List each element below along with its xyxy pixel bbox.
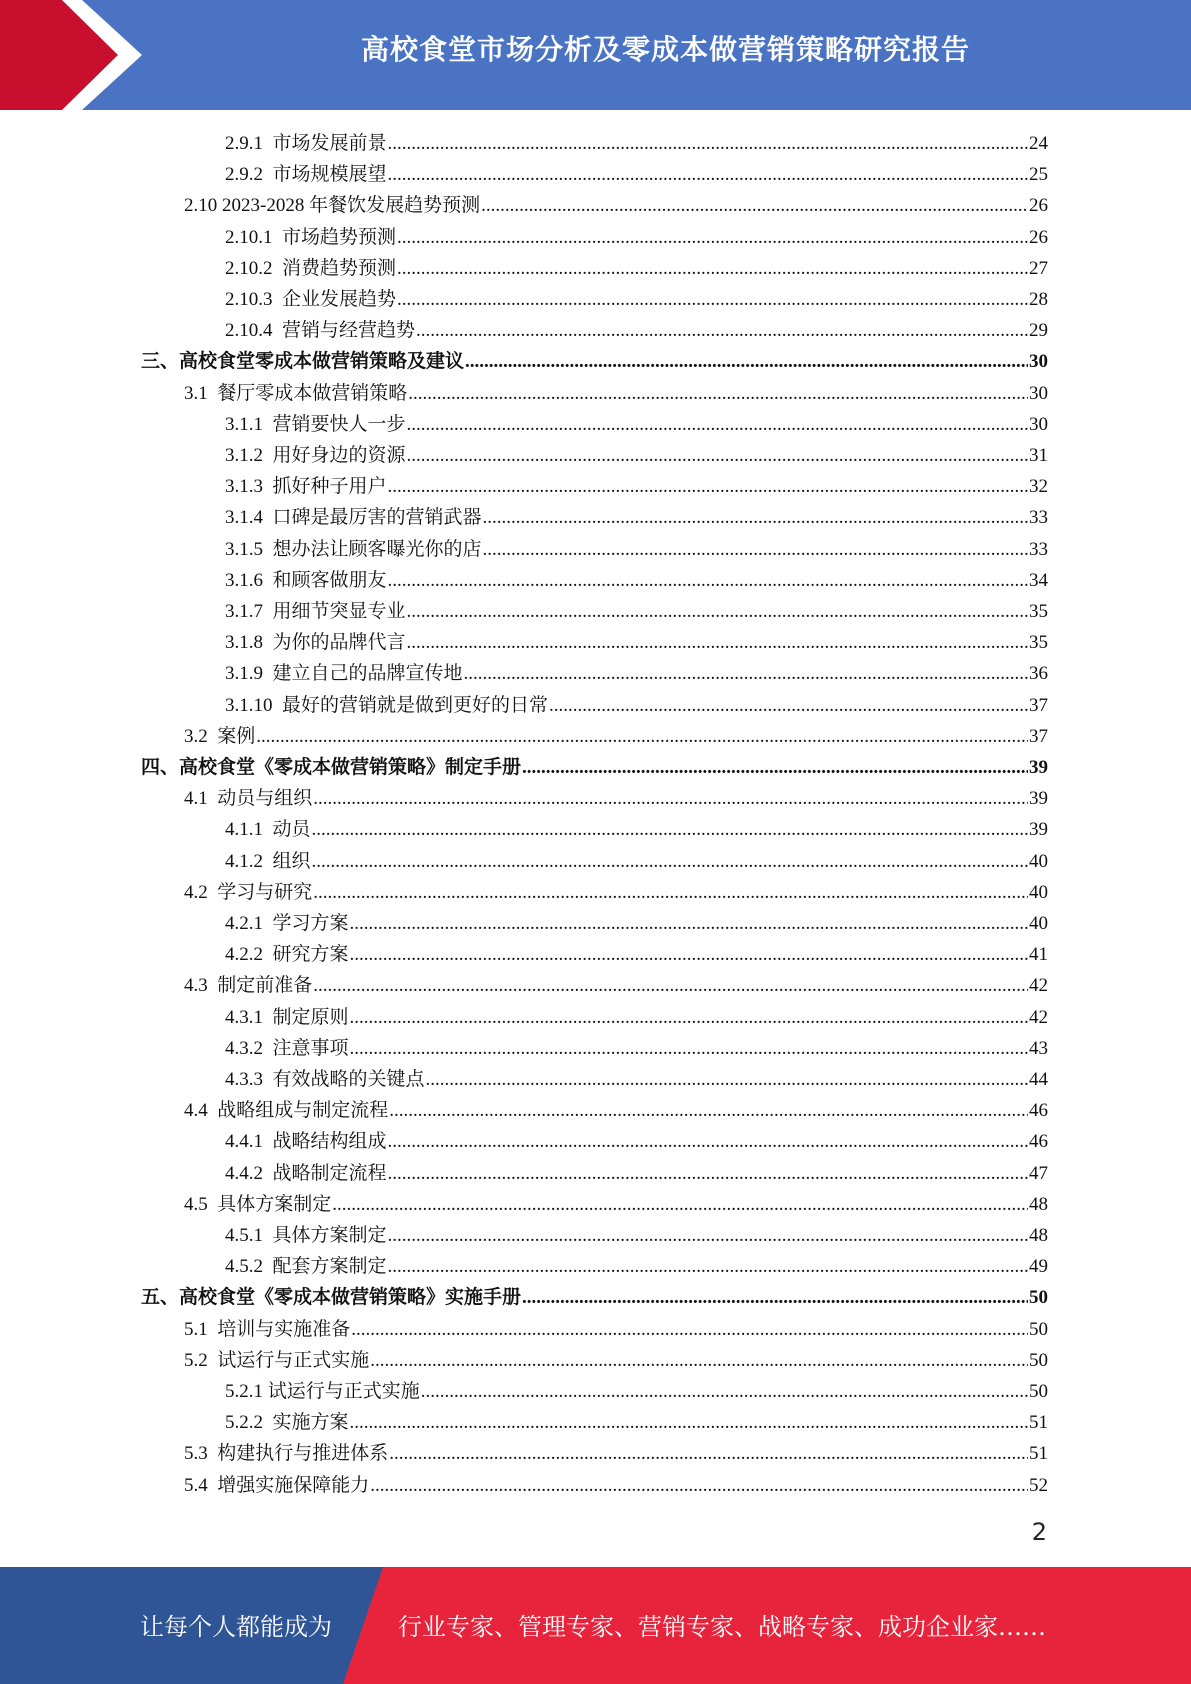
- toc-entry-title: 2.10.1 市场趋势预测: [225, 227, 397, 248]
- toc-entry-page: 37: [1029, 726, 1048, 747]
- toc-entry[interactable]: [225, 814, 1048, 845]
- toc-entry-title: 4.1.2 组织: [225, 851, 311, 872]
- toc-entry-title: 四、高校食堂《零成本做营销策略》制定手册: [141, 757, 522, 778]
- toc-dot-leader: [397, 253, 1028, 284]
- toc-entry-page: 36: [1029, 663, 1048, 684]
- toc-entry[interactable]: [225, 222, 1048, 253]
- toc-entry[interactable]: [225, 315, 1048, 346]
- toc-entry-page: 32: [1029, 476, 1048, 497]
- toc-entry-page: 29: [1029, 320, 1048, 341]
- toc-entry-title: 4.5.1 具体方案制定: [225, 1225, 387, 1246]
- toc-dot-leader: [407, 409, 1028, 440]
- toc-dot-leader: [313, 783, 1028, 814]
- toc-entry-title: 4.2.1 学习方案: [225, 913, 349, 934]
- toc-dot-leader: [350, 908, 1028, 939]
- toc-entry-title: 5.2.1 试运行与正式实施: [225, 1381, 420, 1402]
- toc-entry-page: 52: [1029, 1475, 1048, 1496]
- toc-dot-leader: [483, 502, 1028, 533]
- toc-entry-page: 35: [1029, 632, 1048, 653]
- toc-dot-leader: [464, 658, 1028, 689]
- toc-entry[interactable]: [225, 471, 1048, 502]
- toc-entry-page: 50: [1029, 1350, 1048, 1371]
- toc-entry-page: 48: [1029, 1225, 1048, 1246]
- toc-dot-leader: [313, 877, 1028, 908]
- toc-entry-page: 40: [1029, 851, 1048, 872]
- toc-entry[interactable]: [225, 1407, 1048, 1438]
- page-header: [0, 0, 1191, 110]
- toc-entry-title: 5.1 培训与实施准备: [184, 1319, 351, 1340]
- toc-entry[interactable]: [184, 877, 1048, 908]
- toc-entry-page: 40: [1029, 913, 1048, 934]
- toc-dot-leader: [388, 1158, 1028, 1189]
- toc-dot-leader: [388, 128, 1028, 159]
- red-arrow-shape: [0, 0, 118, 110]
- toc-entry-page: 46: [1029, 1100, 1048, 1121]
- toc-dot-leader: [370, 1345, 1028, 1376]
- toc-entry[interactable]: [225, 1002, 1048, 1033]
- toc-entry-title: 3.2 案例: [184, 726, 256, 747]
- toc-entry-title: 2.10 2023-2028 年餐饮发展趋势预测: [184, 195, 481, 216]
- header-arrow-decoration: [0, 0, 160, 110]
- toc-dot-leader: [522, 1282, 1028, 1313]
- toc-entry[interactable]: [225, 846, 1048, 877]
- toc-dot-leader: [312, 814, 1028, 845]
- toc-dot-leader: [481, 190, 1028, 221]
- toc-entry-page: 30: [1029, 383, 1048, 404]
- toc-dot-leader: [416, 315, 1028, 346]
- toc-dot-leader: [389, 1438, 1028, 1469]
- toc-entry[interactable]: [225, 159, 1048, 190]
- toc-entry[interactable]: [225, 253, 1048, 284]
- toc-entry-title: 3.1.7 用细节突显专业: [225, 601, 406, 622]
- toc-entry-page: 37: [1029, 695, 1048, 716]
- page-number: 2: [1031, 1518, 1047, 1546]
- toc-dot-leader: [389, 1095, 1028, 1126]
- toc-entry[interactable]: [225, 690, 1048, 721]
- toc-entry-title: 2.9.1 市场发展前景: [225, 133, 387, 154]
- toc-dot-leader: [407, 596, 1028, 627]
- toc-entry[interactable]: [225, 1033, 1048, 1064]
- toc-entry-title: 4.4 战略组成与制定流程: [184, 1100, 389, 1121]
- toc-entry-title: 4.4.1 战略结构组成: [225, 1131, 387, 1152]
- toc-entry-title: 3.1.3 抓好种子用户: [225, 476, 387, 497]
- toc-entry[interactable]: [184, 1345, 1048, 1376]
- toc-entry[interactable]: [225, 1251, 1048, 1282]
- toc-entry-title: 2.10.4 营销与经营趋势: [225, 320, 416, 341]
- toc-entry-page: 41: [1029, 944, 1048, 965]
- toc-entry-title: 4.2.2 研究方案: [225, 944, 349, 965]
- toc-entry-title: 3.1 餐厅零成本做营销策略: [184, 383, 408, 404]
- toc-entry-page: 42: [1029, 975, 1048, 996]
- toc-entry[interactable]: [225, 565, 1048, 596]
- toc-entry-page: 43: [1029, 1038, 1048, 1059]
- toc-entry-page: 49: [1029, 1256, 1048, 1277]
- toc-entry-title: 5.2 试运行与正式实施: [184, 1350, 370, 1371]
- toc-entry-page: 44: [1029, 1069, 1048, 1090]
- toc-entry-page: 24: [1029, 133, 1048, 154]
- toc-entry-title: 5.4 增强实施保障能力: [184, 1475, 370, 1496]
- toc-dot-leader: [350, 1407, 1028, 1438]
- toc-dot-leader: [522, 752, 1028, 783]
- toc-entry[interactable]: [225, 284, 1048, 315]
- toc-entry-title: 4.3.2 注意事项: [225, 1038, 349, 1059]
- toc-entry[interactable]: [225, 627, 1048, 658]
- toc-entry[interactable]: [184, 970, 1048, 1001]
- toc-entry-title: 4.2 学习与研究: [184, 882, 313, 903]
- document-title: 高校食堂市场分析及零成本做营销策略研究报告: [360, 33, 970, 66]
- toc-dot-leader: [397, 222, 1028, 253]
- toc-entry[interactable]: [225, 1376, 1048, 1407]
- toc-entry[interactable]: [141, 1282, 1048, 1313]
- toc-entry-page: 31: [1029, 445, 1048, 466]
- toc-dot-leader: [388, 159, 1028, 190]
- toc-entry-title: 3.1.5 想办法让顾客曝光你的店: [225, 539, 482, 560]
- toc-entry-page: 28: [1029, 289, 1048, 310]
- toc-entry-title: 4.1.1 动员: [225, 819, 311, 840]
- toc-entry[interactable]: [184, 783, 1048, 814]
- toc-entry[interactable]: [141, 752, 1048, 783]
- toc-dot-leader: [465, 346, 1028, 377]
- toc-dot-leader: [388, 1126, 1028, 1157]
- toc-dot-leader: [388, 1251, 1028, 1282]
- toc-entry[interactable]: [225, 409, 1048, 440]
- toc-entry-title: 4.5 具体方案制定: [184, 1194, 332, 1215]
- toc-entry[interactable]: [184, 1314, 1048, 1345]
- toc-dot-leader: [407, 440, 1028, 471]
- toc-dot-leader: [421, 1376, 1028, 1407]
- toc-entry[interactable]: [141, 346, 1048, 377]
- toc-entry-page: 35: [1029, 601, 1048, 622]
- toc-entry-page: 50: [1029, 1319, 1048, 1340]
- toc-entry-title: 4.3.1 制定原则: [225, 1007, 349, 1028]
- toc-entry-title: 3.1.2 用好身边的资源: [225, 445, 406, 466]
- toc-entry-page: 50: [1029, 1287, 1048, 1308]
- toc-entry-title: 3.1.10 最好的营销就是做到更好的日常: [225, 695, 549, 716]
- toc-entry-title: 2.9.2 市场规模展望: [225, 164, 387, 185]
- toc-dot-leader: [313, 970, 1028, 1001]
- toc-entry-page: 34: [1029, 570, 1048, 591]
- toc-entry-page: 27: [1029, 258, 1048, 279]
- toc-entry[interactable]: [184, 190, 1048, 221]
- toc-entry[interactable]: [225, 534, 1048, 565]
- toc-dot-leader: [388, 1220, 1028, 1251]
- toc-dot-leader: [350, 1002, 1028, 1033]
- toc-entry-title: 2.10.3 企业发展趋势: [225, 289, 397, 310]
- toc-entry[interactable]: [184, 1189, 1048, 1220]
- footer-slogan-right: 行业专家、管理专家、营销专家、战略专家、成功企业家……: [398, 1613, 1046, 1641]
- toc-entry-page: 33: [1029, 539, 1048, 560]
- toc-entry-title: 5.2.2 实施方案: [225, 1412, 349, 1433]
- toc-entry[interactable]: [184, 721, 1048, 752]
- toc-entry-page: 30: [1029, 351, 1048, 372]
- toc-entry[interactable]: [225, 502, 1048, 533]
- toc-dot-leader: [483, 534, 1028, 565]
- toc-entry-title: 3.1.8 为你的品牌代言: [225, 632, 406, 653]
- toc-entry-page: 46: [1029, 1131, 1048, 1152]
- toc-entry-title: 3.1.4 口碑是最厉害的营销武器: [225, 507, 482, 528]
- toc-entry-title: 五、高校食堂《零成本做营销策略》实施手册: [141, 1287, 522, 1308]
- toc-entry-title: 4.3.3 有效战略的关键点: [225, 1069, 425, 1090]
- toc-entry-title: 4.5.2 配套方案制定: [225, 1256, 387, 1277]
- toc-dot-leader: [350, 1033, 1028, 1064]
- toc-entry-page: 25: [1029, 164, 1048, 185]
- toc-entry-page: 50: [1029, 1381, 1048, 1402]
- toc-entry[interactable]: [225, 440, 1048, 471]
- toc-entry-page: 47: [1029, 1163, 1048, 1184]
- toc-dot-leader: [407, 627, 1028, 658]
- toc-entry[interactable]: [225, 1220, 1048, 1251]
- toc-entry[interactable]: [225, 658, 1048, 689]
- toc-entry[interactable]: [225, 1158, 1048, 1189]
- toc-entry-page: 39: [1029, 757, 1048, 778]
- toc-dot-leader: [332, 1189, 1028, 1220]
- toc-entry-title: 2.10.2 消费趋势预测: [225, 258, 397, 279]
- toc-dot-leader: [388, 565, 1028, 596]
- toc-entry[interactable]: [225, 596, 1048, 627]
- toc-dot-leader: [408, 378, 1028, 409]
- toc-entry-page: 48: [1029, 1194, 1048, 1215]
- toc-entry-title: 4.4.2 战略制定流程: [225, 1163, 387, 1184]
- toc-entry-title: 3.1.9 建立自己的品牌宣传地: [225, 663, 463, 684]
- toc-dot-leader: [351, 1314, 1028, 1345]
- toc-entry-page: 26: [1029, 195, 1048, 216]
- toc-entry-page: 51: [1029, 1412, 1048, 1433]
- toc-entry[interactable]: [184, 1470, 1048, 1501]
- toc-dot-leader: [549, 690, 1028, 721]
- toc-dot-leader: [312, 846, 1028, 877]
- toc-entry-page: 26: [1029, 227, 1048, 248]
- toc-entry-page: 39: [1029, 819, 1048, 840]
- toc-entry[interactable]: [184, 1438, 1048, 1469]
- toc-entry-page: 39: [1029, 788, 1048, 809]
- toc-entry-title: 4.1 动员与组织: [184, 788, 313, 809]
- toc-entry[interactable]: [225, 1126, 1048, 1157]
- toc-dot-leader: [397, 284, 1028, 315]
- toc-entry-title: 三、高校食堂零成本做营销策略及建议: [141, 351, 465, 372]
- toc-entry-title: 3.1.1 营销要快人一步: [225, 414, 406, 435]
- toc-entry[interactable]: [225, 1064, 1048, 1095]
- toc-entry-page: 51: [1029, 1443, 1048, 1464]
- toc-entry[interactable]: [225, 128, 1048, 159]
- toc-entry[interactable]: [225, 908, 1048, 939]
- toc-entry[interactable]: [184, 1095, 1048, 1126]
- toc-entry-title: 4.3 制定前准备: [184, 975, 313, 996]
- toc-entry-page: 30: [1029, 414, 1048, 435]
- toc-entry-page: 42: [1029, 1007, 1048, 1028]
- toc-entry-title: 3.1.6 和顾客做朋友: [225, 570, 387, 591]
- toc-entry[interactable]: [184, 378, 1048, 409]
- toc-entry[interactable]: [225, 939, 1048, 970]
- toc-dot-leader: [370, 1470, 1028, 1501]
- page-footer: [0, 1567, 1191, 1684]
- toc-entry-page: 40: [1029, 882, 1048, 903]
- toc-dot-leader: [388, 471, 1028, 502]
- toc-dot-leader: [350, 939, 1028, 970]
- toc-dot-leader: [256, 721, 1028, 752]
- toc-entry-title: 5.3 构建执行与推进体系: [184, 1443, 389, 1464]
- toc-entry-page: 33: [1029, 507, 1048, 528]
- footer-slogan-left: 让每个人都能成为: [140, 1613, 332, 1641]
- toc-dot-leader: [426, 1064, 1028, 1095]
